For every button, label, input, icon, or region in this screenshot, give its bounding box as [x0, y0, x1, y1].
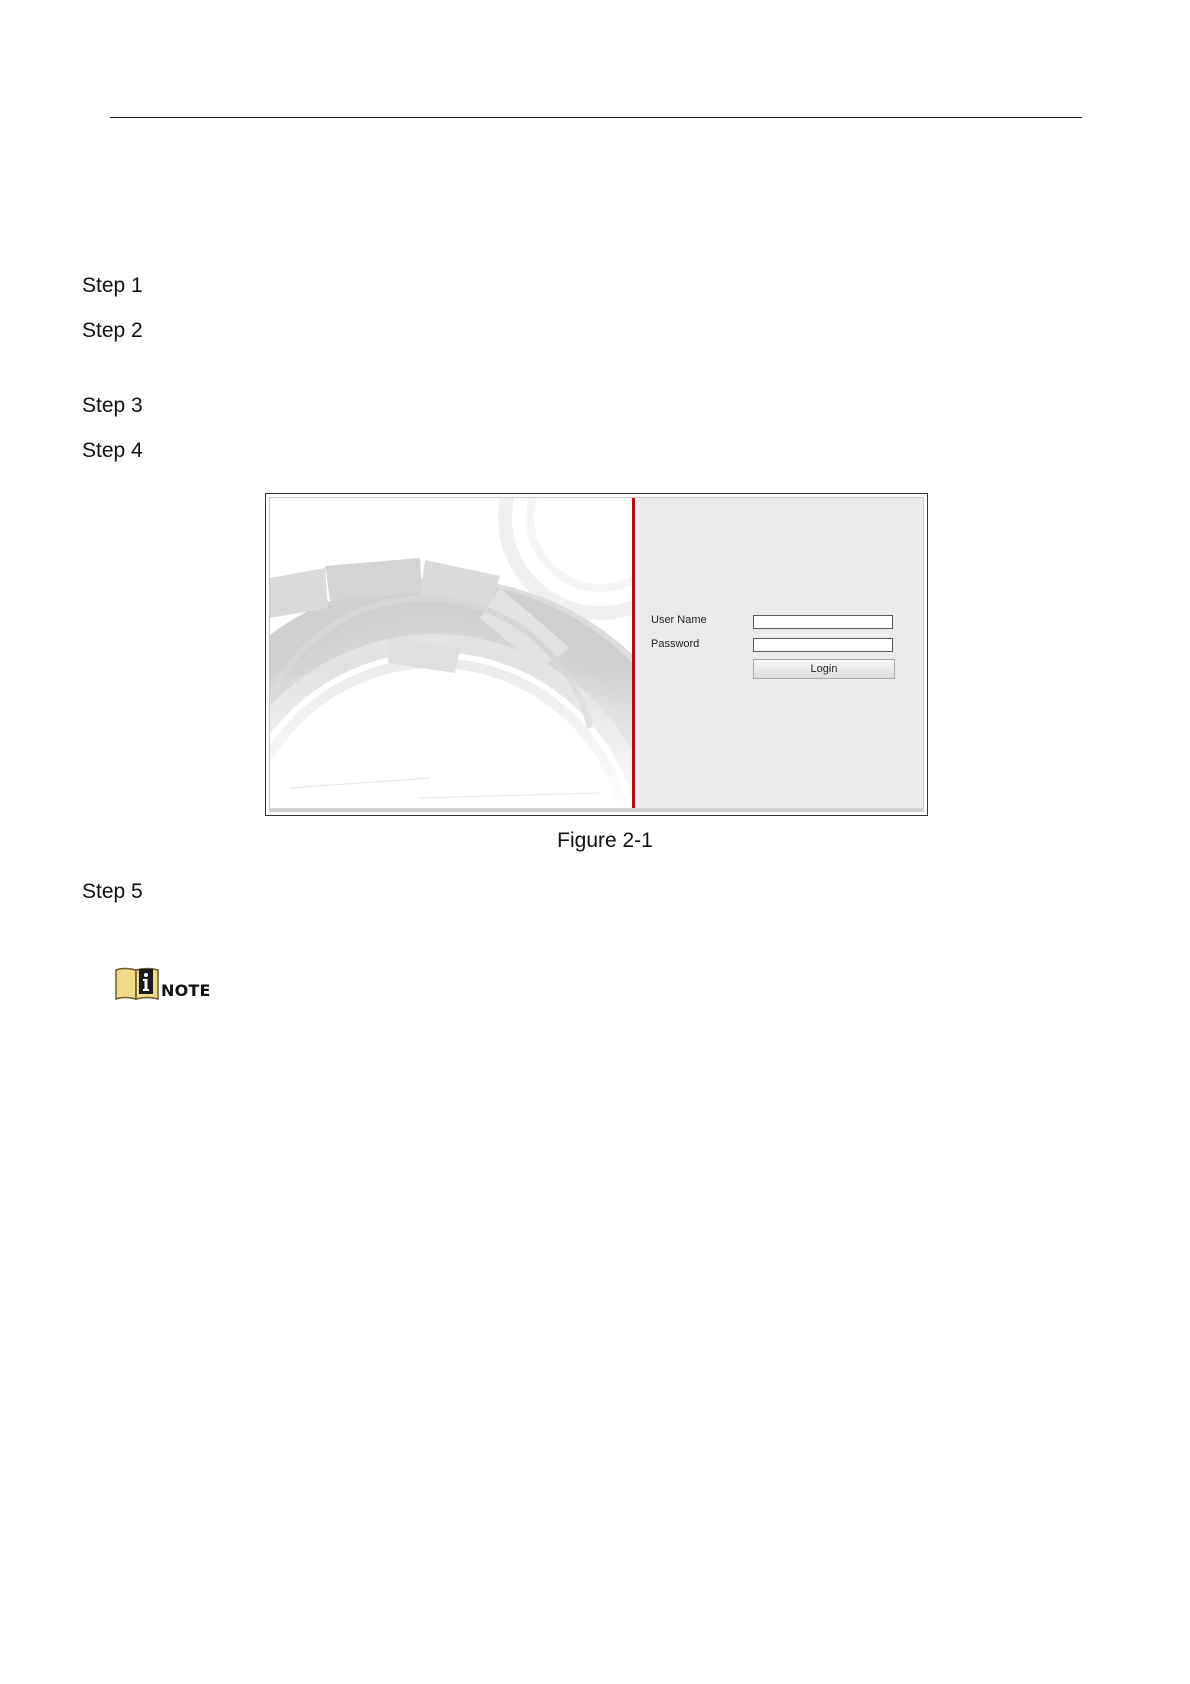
login-window [269, 497, 924, 812]
login-button[interactable]: Login [753, 659, 895, 679]
step-4-label: Step 4 [82, 439, 143, 462]
decorative-background-art [270, 498, 632, 811]
login-panel [635, 498, 923, 811]
password-label: Password [651, 638, 700, 650]
login-screenshot-figure [265, 493, 928, 816]
step-5-label: Step 5 [82, 880, 143, 903]
window-bottom-edge [270, 808, 923, 811]
ring-artwork [270, 498, 632, 811]
note-label: NOTE [161, 981, 211, 1000]
password-input[interactable] [753, 638, 893, 652]
step-1-label: Step 1 [82, 274, 143, 297]
info-book-icon [114, 966, 160, 1002]
figure-caption: Figure 2-1 [557, 829, 653, 852]
step-2-label: Step 2 [82, 319, 143, 342]
username-input[interactable] [753, 615, 893, 629]
username-label: User Name [651, 614, 707, 626]
step-3-label: Step 3 [82, 394, 143, 417]
header-rule [110, 117, 1082, 118]
